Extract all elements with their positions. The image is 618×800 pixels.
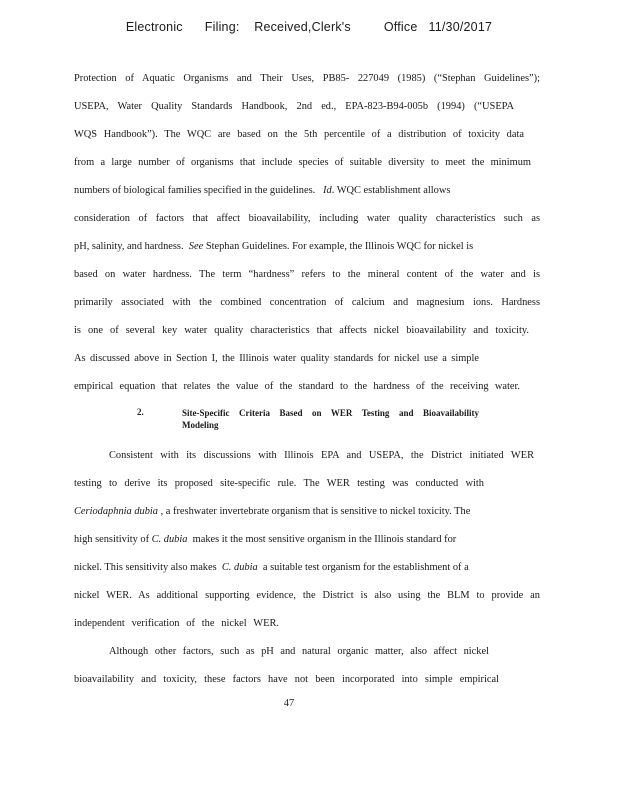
body-line: Protection of Aquatic Organisms and Their Uses, PB85- 227049 (1985) (“Stephan Guidelines”); [74,73,540,84]
species-name: C. dubia [221,562,258,573]
body-line: consideration of factors that affect bioavailability, including water quality characteristics such as [74,213,540,224]
body-line [74,506,540,518]
body-line: nickel WER. As additional supporting evidence, the District is also using the BLM to provide an [74,590,540,601]
body-line: is one of several key water quality characteristics that affects nickel bioavailability and toxicity. [74,325,529,336]
body-text: high sensitivity of [74,534,150,545]
body-line [74,241,540,253]
section-heading-line: Modeling [182,420,219,430]
body-line: bioavailability and toxicity, these factors have not been incorporated into simple empirical [74,674,499,685]
body-text: pH, salinity, and hardness. [74,241,184,252]
body-line: based on water hardness. The term “hardness” refers to the mineral content of the water and is [74,269,540,280]
body-line [74,562,540,574]
body-line: from a large number of organisms that include species of suitable diversity to meet the minimum [74,157,531,168]
body-text: a suitable test organism for the establishment of a [262,562,469,573]
body-line: Consistent with its discussions with Illinois EPA and USEPA, the District initiated WER [109,450,534,461]
body-line: empirical equation that relates the value of the standard to the hardness of the receiving water. [74,381,520,392]
body-line: independent verification of the nickel WER. [74,618,279,629]
section-heading-line: Site-Specific Criteria Based on WER Testing and Bioavailability [182,408,479,418]
body-line: As discussed above in Section I, the Illinois water quality standards for nickel use a simple [74,353,479,364]
filing-header: Electronic Filing: Received,Clerk's Office 11/30/2017 [125,20,493,34]
body-text: nickel. This sensitivity also makes [74,562,217,573]
body-line: USEPA, Water Quality Standards Handbook, 2nd ed., EPA-823-B94-005b (1994) (“USEPA [74,101,514,112]
body-text: makes it the most sensitive organism in the Illinois standard for [192,534,457,545]
body-line [74,534,540,546]
section-number: 2. [137,407,144,417]
body-line: primarily associated with the combined concentration of calcium and magnesium ions. Hardness [74,297,540,308]
citation-see: See [188,241,204,252]
body-line: Although other factors, such as pH and natural organic matter, also affect nickel [109,646,489,657]
section-heading [182,407,479,431]
species-name: Ceriodaphnia dubia [74,506,158,517]
body-text: numbers of biological families specified in the guidelines. [74,185,316,196]
body-text: , a freshwater invertebrate organism that is sensitive to nickel toxicity. The [160,506,471,517]
body-line [74,185,540,197]
page-number: 47 [283,698,295,709]
citation-id: Id [323,185,332,196]
body-line: testing to derive its proposed site-specific rule. The WER testing was conducted with [74,478,484,489]
species-name: C. dubia [151,534,188,545]
body-text: Stephan Guidelines. For example, the Illinois WQC for nickel is [205,241,474,252]
body-text: . WQC establishment allows [331,185,451,196]
body-line: WQS Handbook”). The WQC are based on the 5th percentile of a distribution of toxicity data [74,129,524,140]
